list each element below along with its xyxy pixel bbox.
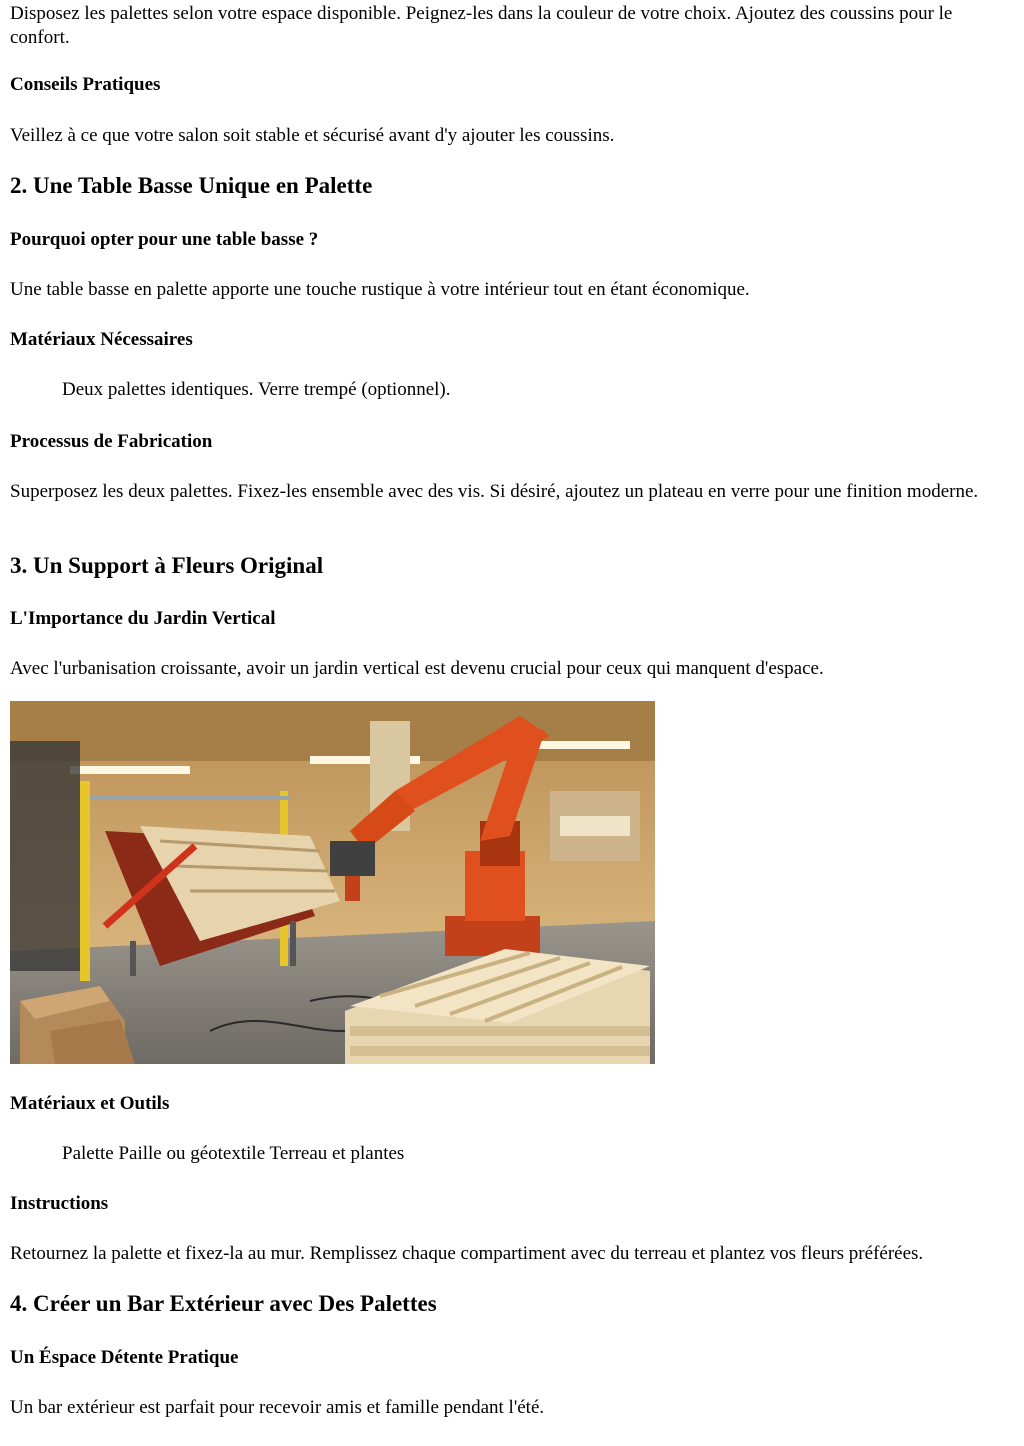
section2-title: 2. Une Table Basse Unique en Palette [10,173,373,198]
section3-tools-list: Palette Paille ou géotextile Terreau et plantes [62,1143,405,1164]
conseils-text: Veillez à ce que votre salon soit stable et sécurisé avant d'y ajouter les coussins. [10,125,615,146]
section2-materials-list: Deux palettes identiques. Verre trempé (optionnel). [62,379,451,400]
section4-space-text: Un bar extérieur est parfait pour recevoir amis et famille pendant l'été. [10,1397,545,1418]
section4-space-heading: Un Éspace Détente Pratique [10,1347,239,1368]
section2-why-text: Une table basse en palette apporte une touche rustique à votre intérieur tout en étant économique. [10,279,750,300]
section2-process-heading: Processus de Fabrication [10,431,213,452]
section3-tools-heading: Matériaux et Outils [10,1093,170,1114]
conseils-heading: Conseils Pratiques [10,74,161,95]
section3-instructions-text: Retournez la palette et fixez-la au mur. Remplissez chaque compartiment avec du terreau et plantez vos fleurs préférées. [10,1243,924,1264]
section3-title: 3. Un Support à Fleurs Original [10,553,324,578]
section2-process-text: Superposez les deux palettes. Fixez-les ensemble avec des vis. Si désiré, ajoutez un plateau en verre pour une finition moderne. [10,481,979,502]
section3-instructions-heading: Instructions [10,1193,109,1214]
salon-intro-text: Disposez les palettes selon votre espace disponible. Peignez-les dans la couleur de votre choix. Ajoutez des coussins pour le confort. [10,3,953,48]
section2-materials-heading: Matériaux Nécessaires [10,329,193,350]
section3-importance-text: Avec l'urbanisation croissante, avoir un jardin vertical est devenu crucial pour ceux qui manquent d'espace. [10,658,824,679]
section2-why-heading: Pourquoi opter pour une table basse ? [10,229,319,250]
section3-importance-heading: L'Importance du Jardin Vertical [10,608,276,629]
robot-pallet-factory-photo [10,701,655,1064]
section4-title: 4. Créer un Bar Extérieur avec Des Palettes [10,1291,437,1316]
